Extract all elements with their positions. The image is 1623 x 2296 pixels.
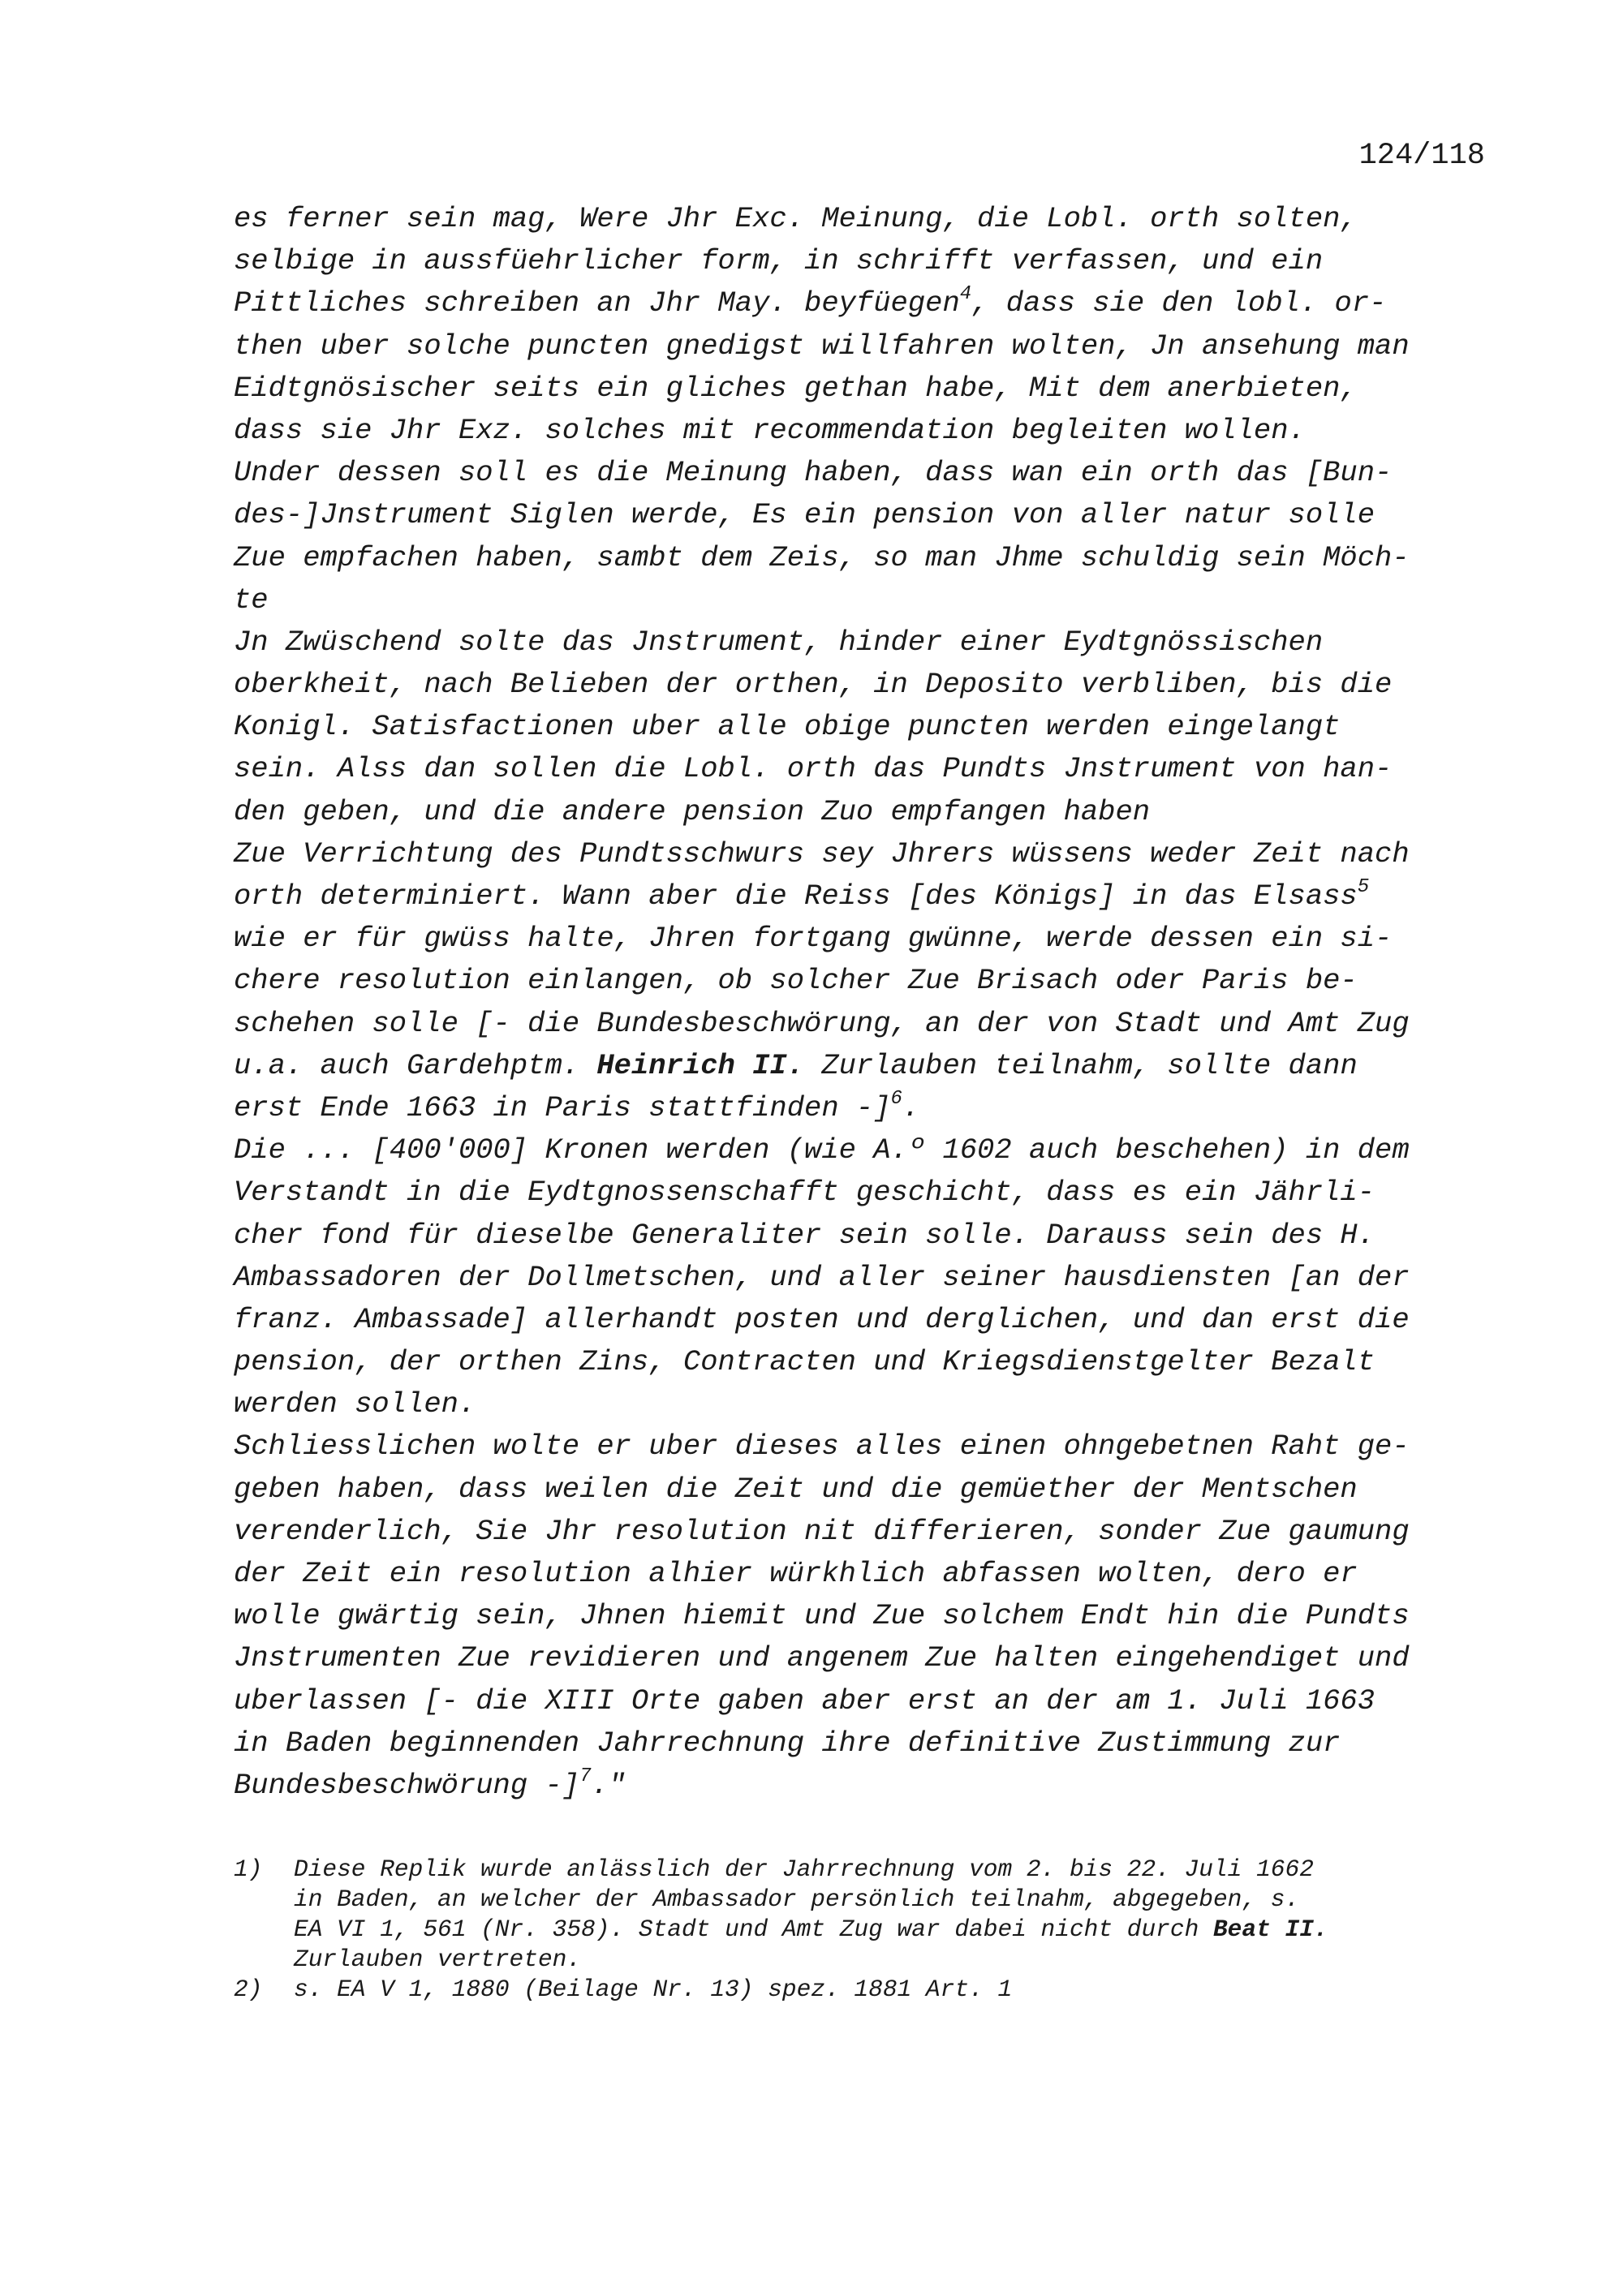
line-text: erst Ende 1663 in Paris stattfinden -] bbox=[234, 1090, 891, 1124]
line-text: Schliesslichen wolte er uber dieses alles einen ohngebetnen Raht ge- bbox=[234, 1430, 1410, 1464]
line-text: Bundesbeschwörung -] bbox=[234, 1768, 580, 1802]
footnote-line bbox=[294, 1915, 1500, 1945]
footnote-number: 1) bbox=[234, 1855, 263, 1883]
line-text: orth determiniert. Wann aber die Reiss [des Königs] in das Elsass bbox=[234, 879, 1358, 913]
text-line bbox=[234, 1680, 1500, 1722]
footnote-reference: 5 bbox=[1357, 876, 1370, 898]
text-line bbox=[234, 410, 1500, 452]
footnote-line-text: in Baden, an welcher der Ambassador persönlich teilnahm, abgegeben, s. bbox=[294, 1885, 1300, 1913]
page-number: 124/118 bbox=[1358, 139, 1485, 173]
line-text: . bbox=[902, 1090, 920, 1124]
line-text: , dass sie den lobl. or- bbox=[971, 286, 1387, 320]
text-line bbox=[234, 1637, 1500, 1679]
text-line bbox=[234, 833, 1500, 875]
footnote-line bbox=[294, 1885, 1500, 1915]
text-line bbox=[234, 1045, 1500, 1087]
line-text: oberkheit, nach Belieben der orthen, in Deposito verbliben, bis die bbox=[234, 668, 1393, 702]
text-line bbox=[234, 452, 1500, 494]
line-text: Eidtgnösischer seits ein gliches gethan habe, Mit dem anerbieten, bbox=[234, 371, 1358, 405]
line-text: cher fond für dieselbe Generaliter sein solle. Darauss sein des H. bbox=[234, 1218, 1375, 1252]
footnote-number: 2) bbox=[234, 1976, 263, 2003]
line-text: in Baden beginnenden Jahrrechnung ihre definitive Zustimmung zur bbox=[234, 1726, 1341, 1760]
footnote-item bbox=[234, 1855, 1500, 1975]
text-line bbox=[234, 282, 1500, 325]
line-text: Pittliches schreiben an Jhr May. beyfüegen bbox=[234, 286, 960, 320]
text-line bbox=[234, 1257, 1500, 1299]
bold-name: Heinrich II. bbox=[596, 1048, 805, 1082]
bold-name: Beat II. bbox=[1212, 1915, 1328, 1943]
text-line bbox=[234, 1425, 1500, 1468]
text-line bbox=[234, 918, 1500, 960]
line-text: Zue Verrichtung des Pundtsschwurs sey Jhrers wüssens weder Zeit nach bbox=[234, 836, 1410, 871]
text-line bbox=[234, 537, 1500, 579]
footnote-line-text: Diese Replik wurde anlässlich der Jahrrechnung vom 2. bis 22. Juli 1662 bbox=[294, 1855, 1314, 1883]
text-line bbox=[234, 1468, 1500, 1511]
text-line bbox=[234, 748, 1500, 790]
line-text: der Zeit ein resolution alhier würkhlich abfassen wolten, dero er bbox=[234, 1557, 1358, 1590]
line-text: Zurlauben teilnahm, sollte dann bbox=[804, 1048, 1358, 1082]
line-text: wie er für gwüss halte, Jhren fortgang gwünne, werde dessen ein si- bbox=[234, 922, 1393, 956]
footnote-reference: 4 bbox=[959, 283, 972, 306]
line-text: u.a. auch Gardehptm. bbox=[234, 1048, 597, 1082]
line-text: geben haben, dass weilen die Zeit und die gemüether der Mentschen bbox=[234, 1472, 1358, 1506]
line-text: Jn Zwüschend solte das Jnstrument, hinder einer Eydtgnössischen bbox=[234, 625, 1324, 659]
text-line bbox=[234, 1299, 1500, 1341]
text-line bbox=[234, 791, 1500, 833]
line-text: es ferner sein mag, Were Jhr Exc. Meinung, die Lobl. orth solten, bbox=[234, 202, 1358, 235]
line-text: then uber solche puncten gnedigst willfahren wolten, Jn ansehung man bbox=[234, 329, 1410, 363]
text-line bbox=[234, 664, 1500, 706]
text-line bbox=[234, 1722, 1500, 1765]
line-text: Verstandt in die Eydtgnossenschafft geschicht, dass es ein Jährli- bbox=[234, 1176, 1375, 1210]
line-text: des-]Jnstrument Siglen werde, Es ein pension von aller natur solle bbox=[234, 498, 1375, 532]
footnote-line bbox=[294, 1855, 1500, 1885]
line-text: Under dessen soll es die Meinung haben, dass wan ein orth das [Bun- bbox=[234, 456, 1393, 490]
footnote-reference: 7 bbox=[579, 1765, 592, 1787]
footnote-line-text: s. EA V 1, 1880 (Beilage Nr. 13) spez. 1881 Art. 1 bbox=[294, 1976, 1013, 2003]
text-line bbox=[234, 1129, 1500, 1172]
line-text: dass sie Jhr Exz. solches mit recommendation begleiten wollen. bbox=[234, 413, 1306, 447]
line-text: den geben, und die andere pension Zuo empfangen haben bbox=[234, 794, 1151, 828]
line-text: verenderlich, Sie Jhr resolution nit differieren, sonder Zue gaumung bbox=[234, 1514, 1410, 1548]
line-text: sein. Alss dan sollen die Lobl. orth das Pundts Jnstrument von han- bbox=[234, 752, 1393, 786]
line-text: selbige in aussfüehrlicher form, in schrifft verfassen, und ein bbox=[234, 244, 1324, 278]
text-line bbox=[234, 198, 1500, 240]
text-line bbox=[234, 875, 1500, 918]
footnote-line bbox=[294, 1945, 1500, 1975]
text-line bbox=[234, 494, 1500, 536]
line-text: Zue empfachen haben, sambt dem Zeis, so man Jhme schuldig sein Möch- bbox=[234, 540, 1410, 574]
text-line bbox=[234, 1087, 1500, 1129]
text-line bbox=[234, 368, 1500, 410]
body-text bbox=[234, 198, 1500, 1807]
line-text: te bbox=[234, 583, 269, 617]
text-line bbox=[234, 1765, 1500, 1807]
footnote-line-text: Zurlauben vertreten. bbox=[294, 1946, 582, 1973]
line-text: schehen solle [- die Bundesbeschwörung, an der von Stadt und Amt Zug bbox=[234, 1006, 1410, 1040]
text-line bbox=[234, 579, 1500, 621]
footnotes bbox=[234, 1855, 1500, 2005]
text-line bbox=[234, 240, 1500, 282]
line-text: uberlassen [- die XIII Orte gaben aber erst an der am 1. Juli 1663 bbox=[234, 1683, 1375, 1718]
text-line bbox=[234, 1553, 1500, 1595]
text-line bbox=[234, 706, 1500, 748]
footnote-line bbox=[294, 1975, 1500, 2005]
line-text: chere resolution einlangen, ob solcher Zue Brisach oder Paris be- bbox=[234, 964, 1358, 998]
line-text: werden sollen. bbox=[234, 1387, 476, 1421]
footnote-reference: 6 bbox=[890, 1087, 902, 1110]
text-line bbox=[234, 325, 1500, 368]
line-text: Ambassadoren der Dollmetschen, und aller seiner hausdiensten [an der bbox=[234, 1260, 1410, 1294]
text-line bbox=[234, 1003, 1500, 1045]
line-text: franz. Ambassade] allerhandt posten und derglichen, und dan erst die bbox=[234, 1302, 1410, 1336]
text-line bbox=[234, 1215, 1500, 1257]
line-text: Jnstrumenten Zue revidieren und angenem Zue halten eingehendiget und bbox=[234, 1641, 1410, 1675]
text-line bbox=[234, 621, 1500, 664]
line-text: Die ... [400'000] Kronen werden (wie A.º 1602 auch beschehen) in dem bbox=[234, 1133, 1410, 1167]
line-text: ." bbox=[591, 1768, 626, 1802]
text-line bbox=[234, 1511, 1500, 1553]
footnote-line-text: EA VI 1, 561 (Nr. 358). Stadt und Amt Zug war dabei nicht durch bbox=[294, 1915, 1213, 1943]
line-text: Konigl. Satisfactionen uber alle obige puncten werden eingelangt bbox=[234, 710, 1341, 744]
text-line bbox=[234, 1595, 1500, 1637]
text-line bbox=[234, 1383, 1500, 1425]
line-text: pension, der orthen Zins, Contracten und Kriegsdienstgelter Bezalt bbox=[234, 1345, 1375, 1379]
footnote-item bbox=[234, 1975, 1500, 2005]
text-line bbox=[234, 1172, 1500, 1214]
text-line bbox=[234, 1341, 1500, 1383]
line-text: wolle gwärtig sein, Jhnen hiemit und Zue solchem Endt hin die Pundts bbox=[234, 1599, 1410, 1633]
text-line bbox=[234, 960, 1500, 1002]
